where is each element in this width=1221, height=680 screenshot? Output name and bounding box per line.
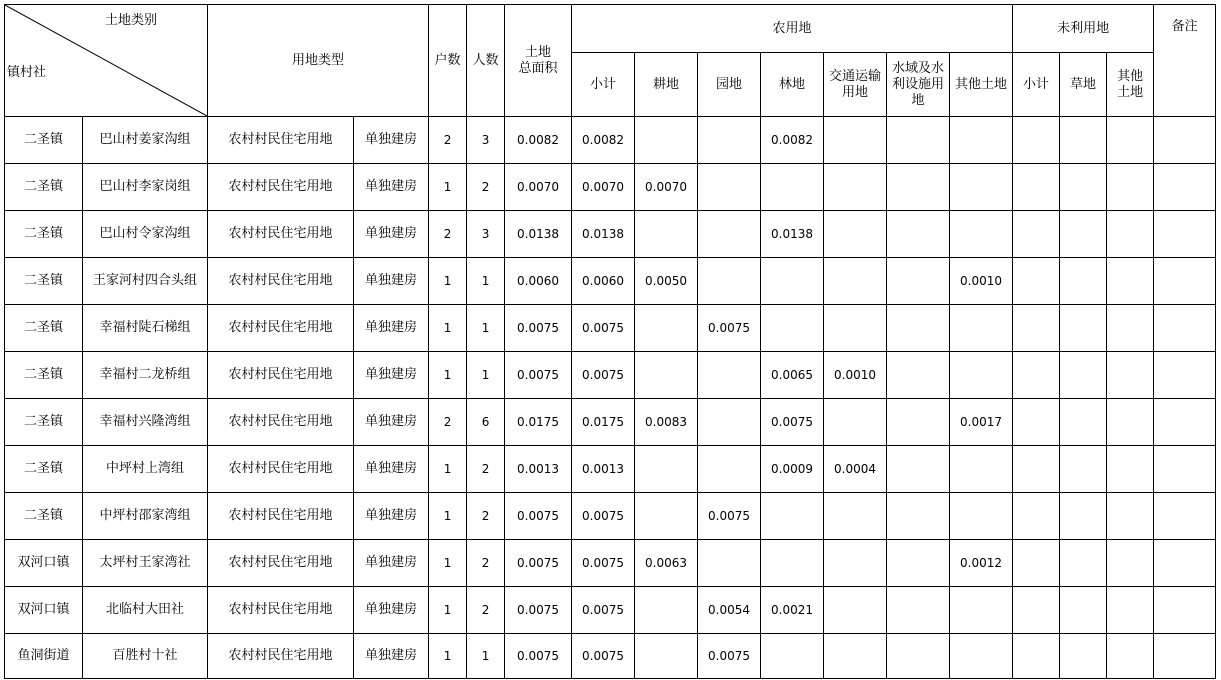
- farmland-cell: 0.0083: [635, 399, 698, 446]
- farmland-cell: 0.0063: [635, 540, 698, 587]
- village-cell: 百胜村十社: [83, 634, 208, 679]
- people-cell: 2: [467, 446, 505, 493]
- build-type-cell: 单独建房: [354, 211, 429, 258]
- households-cell: 1: [429, 540, 467, 587]
- grass-cell: [1060, 164, 1107, 211]
- agri-other-cell: [950, 305, 1013, 352]
- table-row: [5, 211, 1216, 258]
- town-cell: 二圣镇: [5, 399, 83, 446]
- farmland-cell: [635, 634, 698, 679]
- people-cell: 1: [467, 305, 505, 352]
- remarks-cell: [1154, 634, 1216, 679]
- unused-subtotal-cell: [1013, 493, 1060, 540]
- farmland-cell: [635, 587, 698, 634]
- use-type-cell: 农村村民住宅用地: [208, 305, 354, 352]
- agri-other-cell: [950, 634, 1013, 679]
- table-row: [5, 258, 1216, 305]
- unused-other-cell: [1107, 211, 1154, 258]
- build-type-cell: 单独建房: [354, 540, 429, 587]
- farmland-cell: [635, 446, 698, 493]
- build-type-cell: 单独建房: [354, 493, 429, 540]
- agri-other-cell: [950, 164, 1013, 211]
- header-agri-land: 农用地: [572, 5, 1013, 53]
- village-cell: 王家河村四合头组: [83, 258, 208, 305]
- header-agri-transport: 交通运输 用地: [824, 53, 887, 117]
- remarks-cell: [1154, 399, 1216, 446]
- unused-subtotal-cell: [1013, 117, 1060, 164]
- town-cell: 鱼洞街道: [5, 634, 83, 679]
- remarks-cell: [1154, 117, 1216, 164]
- forest-cell: [761, 258, 824, 305]
- farmland-cell: [635, 352, 698, 399]
- table-row: [5, 493, 1216, 540]
- table-row: [5, 540, 1216, 587]
- use-type-cell: 农村村民住宅用地: [208, 117, 354, 164]
- town-cell: 二圣镇: [5, 446, 83, 493]
- header-agri-other: 其他土地: [950, 53, 1013, 117]
- town-cell: 二圣镇: [5, 117, 83, 164]
- build-type-cell: 单独建房: [354, 634, 429, 679]
- agri-subtotal-cell: 0.0175: [572, 399, 635, 446]
- unused-other-cell: [1107, 446, 1154, 493]
- remarks-cell: [1154, 258, 1216, 305]
- unused-subtotal-cell: [1013, 305, 1060, 352]
- header-row-1: [5, 5, 1216, 53]
- unused-subtotal-cell: [1013, 211, 1060, 258]
- households-cell: 1: [429, 305, 467, 352]
- agri-subtotal-cell: 0.0070: [572, 164, 635, 211]
- header-unused-land: 未利用地: [1013, 5, 1154, 53]
- people-cell: 2: [467, 493, 505, 540]
- use-type-cell: 农村村民住宅用地: [208, 399, 354, 446]
- agri-other-cell: [950, 352, 1013, 399]
- total-area-cell: 0.0060: [505, 258, 572, 305]
- total-area-cell: 0.0075: [505, 305, 572, 352]
- header-land-use-type: 用地类型: [208, 5, 429, 117]
- agri-other-cell: 0.0012: [950, 540, 1013, 587]
- agri-subtotal-cell: 0.0075: [572, 305, 635, 352]
- agri-subtotal-cell: 0.0075: [572, 587, 635, 634]
- unused-subtotal-cell: [1013, 540, 1060, 587]
- grass-cell: [1060, 493, 1107, 540]
- total-area-cell: 0.0075: [505, 587, 572, 634]
- unused-subtotal-cell: [1013, 352, 1060, 399]
- remarks-cell: [1154, 352, 1216, 399]
- total-area-cell: 0.0138: [505, 211, 572, 258]
- village-cell: 幸福村陡石梯组: [83, 305, 208, 352]
- agri-subtotal-cell: 0.0138: [572, 211, 635, 258]
- remarks-cell: [1154, 211, 1216, 258]
- table-row: [5, 399, 1216, 446]
- build-type-cell: 单独建房: [354, 258, 429, 305]
- build-type-cell: 单独建房: [354, 164, 429, 211]
- agri-subtotal-cell: 0.0075: [572, 493, 635, 540]
- people-cell: 1: [467, 634, 505, 679]
- water-cell: [887, 211, 950, 258]
- total-area-cell: 0.0075: [505, 540, 572, 587]
- town-cell: 二圣镇: [5, 352, 83, 399]
- forest-cell: 0.0138: [761, 211, 824, 258]
- header-people: 人数: [467, 5, 505, 117]
- unused-other-cell: [1107, 352, 1154, 399]
- town-cell: 二圣镇: [5, 211, 83, 258]
- total-area-cell: 0.0070: [505, 164, 572, 211]
- farmland-cell: [635, 117, 698, 164]
- agri-subtotal-cell: 0.0060: [572, 258, 635, 305]
- households-cell: 1: [429, 493, 467, 540]
- village-cell: 巴山村李家岗组: [83, 164, 208, 211]
- total-area-cell: 0.0075: [505, 352, 572, 399]
- table-row: [5, 634, 1216, 679]
- use-type-cell: 农村村民住宅用地: [208, 258, 354, 305]
- remarks-cell: [1154, 164, 1216, 211]
- total-area-cell: 0.0013: [505, 446, 572, 493]
- village-cell: 幸福村兴隆湾组: [83, 399, 208, 446]
- grass-cell: [1060, 587, 1107, 634]
- water-cell: [887, 540, 950, 587]
- remarks-cell: [1154, 540, 1216, 587]
- build-type-cell: 单独建房: [354, 587, 429, 634]
- use-type-cell: 农村村民住宅用地: [208, 164, 354, 211]
- grass-cell: [1060, 258, 1107, 305]
- build-type-cell: 单独建房: [354, 117, 429, 164]
- table-row: [5, 446, 1216, 493]
- forest-cell: [761, 305, 824, 352]
- water-cell: [887, 446, 950, 493]
- remarks-cell: [1154, 305, 1216, 352]
- farmland-cell: 0.0050: [635, 258, 698, 305]
- use-type-cell: 农村村民住宅用地: [208, 587, 354, 634]
- unused-other-cell: [1107, 305, 1154, 352]
- remarks-cell: [1154, 446, 1216, 493]
- remarks-cell: [1154, 493, 1216, 540]
- grass-cell: [1060, 446, 1107, 493]
- garden-cell: [698, 117, 761, 164]
- village-cell: 北临村大田社: [83, 587, 208, 634]
- garden-cell: 0.0075: [698, 305, 761, 352]
- table-row: [5, 164, 1216, 211]
- header-total-area: 土地 总面积: [505, 5, 572, 117]
- build-type-cell: 单独建房: [354, 305, 429, 352]
- people-cell: 1: [467, 352, 505, 399]
- agri-subtotal-cell: 0.0075: [572, 352, 635, 399]
- header-remarks: 备注: [1154, 5, 1216, 117]
- agri-subtotal-cell: 0.0082: [572, 117, 635, 164]
- households-cell: 2: [429, 117, 467, 164]
- agri-other-cell: [950, 587, 1013, 634]
- transport-cell: [824, 164, 887, 211]
- garden-cell: [698, 352, 761, 399]
- transport-cell: [824, 634, 887, 679]
- garden-cell: [698, 446, 761, 493]
- farmland-cell: [635, 493, 698, 540]
- forest-cell: [761, 634, 824, 679]
- village-cell: 巴山村姜家沟组: [83, 117, 208, 164]
- build-type-cell: 单独建房: [354, 352, 429, 399]
- grass-cell: [1060, 399, 1107, 446]
- forest-cell: [761, 493, 824, 540]
- transport-cell: [824, 117, 887, 164]
- garden-cell: 0.0075: [698, 493, 761, 540]
- water-cell: [887, 399, 950, 446]
- unused-subtotal-cell: [1013, 399, 1060, 446]
- forest-cell: 0.0082: [761, 117, 824, 164]
- remarks-cell: [1154, 587, 1216, 634]
- village-cell: 中坪村邵家湾组: [83, 493, 208, 540]
- header-agri-water: 水域及水 利设施用 地: [887, 53, 950, 117]
- farmland-cell: [635, 211, 698, 258]
- garden-cell: 0.0075: [698, 634, 761, 679]
- unused-subtotal-cell: [1013, 587, 1060, 634]
- unused-subtotal-cell: [1013, 634, 1060, 679]
- town-cell: 双河口镇: [5, 540, 83, 587]
- town-cell: 双河口镇: [5, 587, 83, 634]
- town-cell: 二圣镇: [5, 305, 83, 352]
- transport-cell: [824, 305, 887, 352]
- header-unused-other: 其他 土地: [1107, 53, 1154, 117]
- total-area-cell: 0.0075: [505, 634, 572, 679]
- water-cell: [887, 164, 950, 211]
- forest-cell: 0.0021: [761, 587, 824, 634]
- header-corner-cell: [5, 5, 208, 117]
- forest-cell: [761, 540, 824, 587]
- households-cell: 1: [429, 164, 467, 211]
- transport-cell: [824, 540, 887, 587]
- total-area-cell: 0.0075: [505, 493, 572, 540]
- header-agri-farmland: 耕地: [635, 53, 698, 117]
- unused-other-cell: [1107, 258, 1154, 305]
- use-type-cell: 农村村民住宅用地: [208, 352, 354, 399]
- build-type-cell: 单独建房: [354, 399, 429, 446]
- table-row: [5, 587, 1216, 634]
- unused-other-cell: [1107, 493, 1154, 540]
- total-area-cell: 0.0175: [505, 399, 572, 446]
- transport-cell: [824, 587, 887, 634]
- header-agri-subtotal: 小计: [572, 53, 635, 117]
- forest-cell: [761, 164, 824, 211]
- people-cell: 1: [467, 258, 505, 305]
- unused-other-cell: [1107, 540, 1154, 587]
- agri-other-cell: 0.0017: [950, 399, 1013, 446]
- water-cell: [887, 305, 950, 352]
- households-cell: 1: [429, 258, 467, 305]
- agri-other-cell: [950, 446, 1013, 493]
- agri-other-cell: [950, 117, 1013, 164]
- garden-cell: [698, 399, 761, 446]
- town-cell: 二圣镇: [5, 258, 83, 305]
- farmland-cell: [635, 305, 698, 352]
- build-type-cell: 单独建房: [354, 446, 429, 493]
- transport-cell: [824, 258, 887, 305]
- households-cell: 2: [429, 211, 467, 258]
- unused-other-cell: [1107, 634, 1154, 679]
- households-cell: 1: [429, 587, 467, 634]
- header-corner-bottom: 镇村社: [7, 65, 47, 80]
- transport-cell: [824, 211, 887, 258]
- village-cell: 幸福村二龙桥组: [83, 352, 208, 399]
- people-cell: 6: [467, 399, 505, 446]
- garden-cell: 0.0054: [698, 587, 761, 634]
- use-type-cell: 农村村民住宅用地: [208, 540, 354, 587]
- water-cell: [887, 587, 950, 634]
- header-households: 户数: [429, 5, 467, 117]
- agri-subtotal-cell: 0.0075: [572, 540, 635, 587]
- transport-cell: 0.0010: [824, 352, 887, 399]
- grass-cell: [1060, 211, 1107, 258]
- farmland-cell: 0.0070: [635, 164, 698, 211]
- use-type-cell: 农村村民住宅用地: [208, 446, 354, 493]
- water-cell: [887, 493, 950, 540]
- people-cell: 2: [467, 164, 505, 211]
- header-agri-forest: 林地: [761, 53, 824, 117]
- households-cell: 2: [429, 399, 467, 446]
- garden-cell: [698, 211, 761, 258]
- header-unused-grass: 草地: [1060, 53, 1107, 117]
- village-cell: 太坪村王家湾社: [83, 540, 208, 587]
- grass-cell: [1060, 305, 1107, 352]
- table-row: [5, 117, 1216, 164]
- water-cell: [887, 634, 950, 679]
- agri-subtotal-cell: 0.0075: [572, 634, 635, 679]
- town-cell: 二圣镇: [5, 493, 83, 540]
- forest-cell: 0.0009: [761, 446, 824, 493]
- grass-cell: [1060, 352, 1107, 399]
- forest-cell: 0.0075: [761, 399, 824, 446]
- water-cell: [887, 352, 950, 399]
- forest-cell: 0.0065: [761, 352, 824, 399]
- garden-cell: [698, 258, 761, 305]
- water-cell: [887, 258, 950, 305]
- agri-other-cell: [950, 493, 1013, 540]
- header-unused-subtotal: 小计: [1013, 53, 1060, 117]
- grass-cell: [1060, 117, 1107, 164]
- people-cell: 2: [467, 540, 505, 587]
- total-area-cell: 0.0082: [505, 117, 572, 164]
- transport-cell: [824, 399, 887, 446]
- households-cell: 1: [429, 446, 467, 493]
- grass-cell: [1060, 634, 1107, 679]
- land-use-table: [4, 4, 1216, 679]
- table-row: [5, 352, 1216, 399]
- town-cell: 二圣镇: [5, 164, 83, 211]
- village-cell: 巴山村令家沟组: [83, 211, 208, 258]
- header-corner-top: 土地类别: [105, 13, 158, 28]
- table-row: [5, 305, 1216, 352]
- agri-other-cell: 0.0010: [950, 258, 1013, 305]
- header-agri-garden: 园地: [698, 53, 761, 117]
- unused-other-cell: [1107, 117, 1154, 164]
- households-cell: 1: [429, 352, 467, 399]
- agri-other-cell: [950, 211, 1013, 258]
- use-type-cell: 农村村民住宅用地: [208, 493, 354, 540]
- unused-other-cell: [1107, 164, 1154, 211]
- transport-cell: [824, 493, 887, 540]
- people-cell: 3: [467, 211, 505, 258]
- people-cell: 2: [467, 587, 505, 634]
- households-cell: 1: [429, 634, 467, 679]
- water-cell: [887, 117, 950, 164]
- use-type-cell: 农村村民住宅用地: [208, 211, 354, 258]
- transport-cell: 0.0004: [824, 446, 887, 493]
- use-type-cell: 农村村民住宅用地: [208, 634, 354, 679]
- unused-other-cell: [1107, 399, 1154, 446]
- grass-cell: [1060, 540, 1107, 587]
- unused-subtotal-cell: [1013, 258, 1060, 305]
- garden-cell: [698, 540, 761, 587]
- garden-cell: [698, 164, 761, 211]
- unused-other-cell: [1107, 587, 1154, 634]
- people-cell: 3: [467, 117, 505, 164]
- village-cell: 中坪村上湾组: [83, 446, 208, 493]
- unused-subtotal-cell: [1013, 164, 1060, 211]
- unused-subtotal-cell: [1013, 446, 1060, 493]
- agri-subtotal-cell: 0.0013: [572, 446, 635, 493]
